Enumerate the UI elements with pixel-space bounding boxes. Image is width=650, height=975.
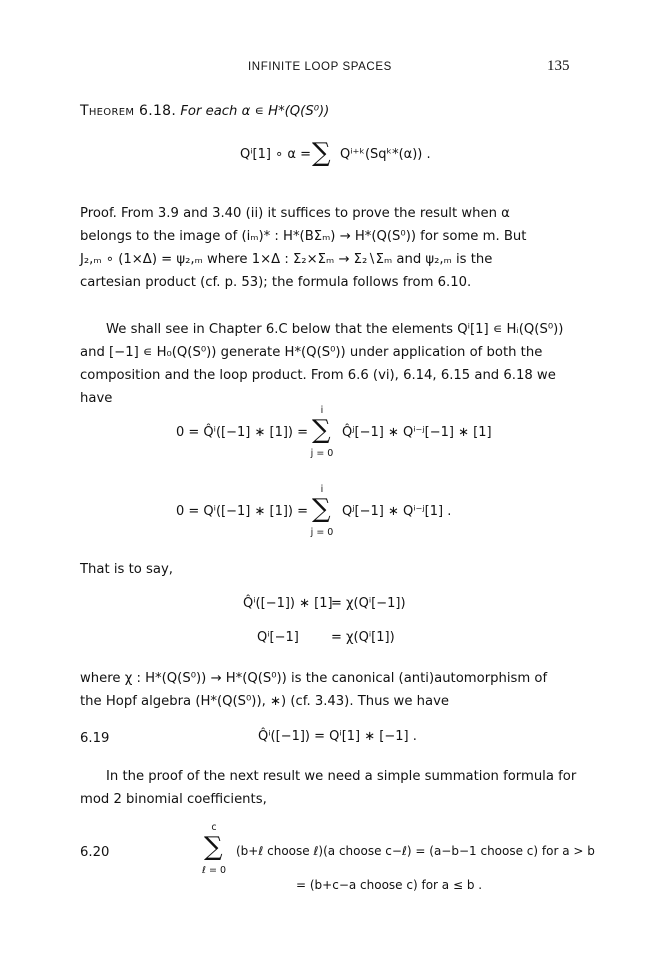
body-paragraph (80, 318, 572, 410)
body-line: have (80, 391, 113, 406)
proof-line: Proof. From 3.9 and 3.40 (ii) it suffices to prove the result when α (80, 206, 510, 221)
eq1-lhs: 0 = Q̂ⁱ([−1] ∗ [1]) = (176, 425, 309, 440)
equation-2 (0, 484, 650, 544)
eq2-lower-limit: j = 0 (310, 527, 334, 538)
proof-paragraph (80, 202, 572, 294)
summation-symbol: ∑ (312, 138, 331, 168)
body-line: We shall see in Chapter 6.C below that the elements Qⁱ[1] ∊ Hᵢ(Q(S⁰)) (106, 322, 564, 337)
summation-symbol: ∑ (312, 494, 331, 524)
eq620-line-2: = (b+c−a choose c) for a ≤ b . (296, 878, 483, 892)
eq3-lhs: Q̂ⁱ([−1]) ∗ [1] (243, 596, 333, 611)
theorem-label: Theorem 6.18. (80, 103, 177, 119)
theorem-statement: For each α ∊ H*(Q(S⁰)) (180, 104, 330, 119)
proof-line: J₂,ₘ ∘ (1×Δ) = ψ₂,ₘ where 1×Δ : Σ₂×Σₘ → Σ₂∖Σₘ and ψ₂,ₘ is the (80, 252, 493, 267)
proof-line: belongs to the image of (iₘ)* : H*(BΣₘ) → H*(Q(S⁰)) for some m. But (80, 229, 527, 244)
equation-number: 6.19 (80, 731, 110, 746)
body-paragraph (80, 667, 572, 713)
body-paragraph (80, 765, 577, 811)
connective-text: That is to say, (80, 562, 173, 577)
running-title: INFINITE LOOP SPACES (248, 61, 392, 73)
body-line: In the proof of the next result we need a simple summation formula for (106, 769, 577, 784)
body-line: the Hopf algebra (H*(Q(S⁰)), ∗) (cf. 3.43). Thus we have (80, 694, 449, 709)
eq2-rhs: Qʲ[−1] ∗ Qⁱ⁻ʲ[1] . (342, 504, 452, 519)
theorem-formula-rhs: Qⁱ⁺ᵏ(Sqᵏ*(α)) . (340, 147, 431, 162)
theorem-heading (80, 103, 329, 119)
eq2-lhs: 0 = Qⁱ([−1] ∗ [1]) = (176, 504, 309, 519)
theorem-formula-lhs: Qⁱ[1] ∘ α = (240, 147, 311, 162)
eq620-line-1: (b+ℓ choose ℓ)(a choose c−ℓ) = (a−b−1 choose c) for a > b (236, 844, 595, 858)
eq1-lower-limit: j = 0 (310, 448, 334, 459)
eq620-upper-limit: c (211, 822, 217, 833)
eq1-rhs: Q̂ʲ[−1] ∗ Qⁱ⁻ʲ[−1] ∗ [1] (342, 425, 492, 440)
page-number: 135 (547, 58, 570, 74)
eq4-rhs: = χ(Qⁱ[1]) (331, 630, 395, 645)
eq1-upper-limit: i (320, 405, 324, 416)
eq619-formula: Q̂ⁱ([−1]) = Qⁱ[1] ∗ [−1] . (258, 729, 417, 744)
summation-symbol: ∑ (204, 832, 223, 862)
equation-620 (0, 822, 650, 922)
body-line: mod 2 binomial coefficients, (80, 792, 267, 807)
eq3-rhs: = χ(Qⁱ[−1]) (331, 596, 406, 611)
summation-symbol: ∑ (312, 415, 331, 445)
body-line: and [−1] ∊ H₀(Q(S⁰)) generate H*(Q(S⁰)) under application of both the (80, 345, 543, 360)
eq4-lhs: Qⁱ[−1] (257, 630, 299, 645)
body-line: where χ : H*(Q(S⁰)) → H*(Q(S⁰)) is the canonical (anti)automorphism of (80, 671, 548, 686)
proof-line: cartesian product (cf. p. 53); the formula follows from 6.10. (80, 275, 472, 290)
equation-number: 6.20 (80, 845, 110, 860)
eq2-upper-limit: i (320, 484, 324, 495)
eq620-lower-limit: ℓ = 0 (202, 865, 226, 876)
body-line: composition and the loop product. From 6.6 (vi), 6.14, 6.15 and 6.18 we (80, 368, 556, 383)
equation-1 (0, 405, 650, 465)
